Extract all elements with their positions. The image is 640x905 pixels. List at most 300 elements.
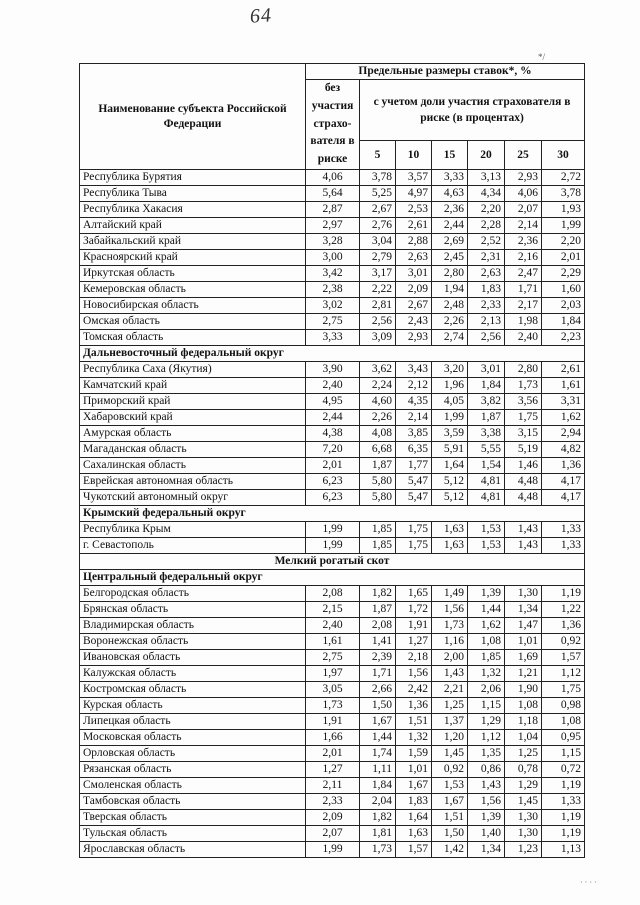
- rate-with-share-cell: 1,43: [468, 778, 505, 794]
- rate-without-share-cell: 2,44: [306, 410, 360, 426]
- rate-with-share-cell: 1,39: [468, 586, 505, 602]
- rate-with-share-cell: 1,11: [360, 762, 396, 778]
- livestock-category-title: Мелкий рогатый скот: [80, 554, 585, 570]
- rate-with-share-cell: 1,41: [360, 634, 396, 650]
- rate-without-share-cell: 2,87: [306, 202, 360, 218]
- region-name-cell: Красноярский край: [80, 250, 306, 266]
- rate-with-share-cell: 1,54: [468, 458, 505, 474]
- without-share-header: без участия страхо-вателя в риске: [306, 80, 360, 170]
- rate-with-share-cell: 1,12: [542, 666, 585, 682]
- rate-without-share-cell: 1,99: [306, 842, 360, 858]
- rate-with-share-cell: 2,14: [505, 218, 542, 234]
- rate-with-share-cell: 1,43: [505, 538, 542, 554]
- table-row: [80, 266, 585, 282]
- rate-with-share-cell: 0,98: [542, 698, 585, 714]
- rate-with-share-cell: 4,17: [542, 474, 585, 490]
- rate-with-share-cell: 1,13: [542, 842, 585, 858]
- rate-with-share-cell: 2,20: [542, 234, 585, 250]
- rate-without-share-cell: 4,95: [306, 394, 360, 410]
- rate-with-share-cell: 1,56: [432, 602, 468, 618]
- rate-with-share-cell: 2,06: [468, 682, 505, 698]
- rate-with-share-cell: 1,43: [432, 666, 468, 682]
- table-row: [80, 810, 585, 826]
- rate-with-share-cell: 1,71: [505, 282, 542, 298]
- rate-with-share-cell: 2,53: [396, 202, 432, 218]
- rate-with-share-cell: 1,37: [432, 714, 468, 730]
- region-name-cell: Брянская область: [80, 602, 306, 618]
- rate-with-share-cell: 2,39: [360, 650, 396, 666]
- rate-with-share-cell: 4,34: [468, 186, 505, 202]
- rate-with-share-cell: 3,78: [360, 170, 396, 186]
- rate-without-share-cell: 4,06: [306, 170, 360, 186]
- rate-with-share-cell: 1,72: [396, 602, 432, 618]
- rate-with-share-cell: 2,13: [468, 314, 505, 330]
- rate-with-share-cell: 1,30: [505, 586, 542, 602]
- rate-without-share-cell: 3,42: [306, 266, 360, 282]
- rate-with-share-cell: 1,74: [360, 746, 396, 762]
- rate-with-share-cell: 1,30: [505, 810, 542, 826]
- rate-without-share-cell: 2,40: [306, 378, 360, 394]
- region-name-cell: Липецкая область: [80, 714, 306, 730]
- rate-with-share-cell: 2,31: [468, 250, 505, 266]
- rate-without-share-cell: 1,91: [306, 714, 360, 730]
- rate-with-share-cell: 3,85: [396, 426, 432, 442]
- rate-with-share-cell: 1,62: [468, 618, 505, 634]
- rate-with-share-cell: 1,83: [396, 794, 432, 810]
- rate-without-share-cell: 2,07: [306, 826, 360, 842]
- rate-with-share-cell: 1,81: [360, 826, 396, 842]
- rate-with-share-cell: 1,50: [360, 698, 396, 714]
- table-header: [80, 64, 585, 170]
- rate-with-share-cell: 2,36: [505, 234, 542, 250]
- table-row: [80, 602, 585, 618]
- rate-with-share-cell: 1,56: [468, 794, 505, 810]
- region-name-cell: Смоленская область: [80, 778, 306, 794]
- region-name-cell: Московская область: [80, 730, 306, 746]
- rate-with-share-cell: 3,20: [432, 362, 468, 378]
- percent-header: 15: [432, 141, 468, 170]
- with-share-header: с учетом доли участия страхователя в риске (в процентах): [360, 80, 585, 141]
- table-row: [80, 746, 585, 762]
- table-row: [80, 234, 585, 250]
- rate-without-share-cell: 2,75: [306, 650, 360, 666]
- rate-with-share-cell: 1,39: [468, 810, 505, 826]
- rate-with-share-cell: 1,34: [505, 602, 542, 618]
- rate-with-share-cell: 1,85: [360, 522, 396, 538]
- rate-with-share-cell: 1,42: [432, 842, 468, 858]
- rate-with-share-cell: 1,73: [432, 618, 468, 634]
- rate-with-share-cell: 1,44: [360, 730, 396, 746]
- category-row: [80, 554, 585, 570]
- rate-without-share-cell: 3,02: [306, 298, 360, 314]
- rate-with-share-cell: 1,77: [396, 458, 432, 474]
- rate-with-share-cell: 2,00: [432, 650, 468, 666]
- rate-with-share-cell: 1,32: [396, 730, 432, 746]
- rate-without-share-cell: 4,38: [306, 426, 360, 442]
- rate-with-share-cell: 4,17: [542, 490, 585, 506]
- rate-with-share-cell: 1,46: [505, 458, 542, 474]
- rate-with-share-cell: 1,56: [396, 666, 432, 682]
- region-name-cell: Хабаровский край: [80, 410, 306, 426]
- federal-district-title: Центральный федеральный округ: [80, 570, 585, 586]
- rate-with-share-cell: 1,63: [432, 538, 468, 554]
- rate-with-share-cell: 1,08: [505, 698, 542, 714]
- rate-with-share-cell: 1,63: [396, 826, 432, 842]
- table-row: [80, 218, 585, 234]
- region-name-cell: Еврейская автономная область: [80, 474, 306, 490]
- federal-district-title: Дальневосточный федеральный округ: [80, 346, 585, 362]
- rate-with-share-cell: 3,04: [360, 234, 396, 250]
- rate-without-share-cell: 5,64: [306, 186, 360, 202]
- rate-with-share-cell: 0,78: [505, 762, 542, 778]
- rate-with-share-cell: 1,01: [505, 634, 542, 650]
- rate-with-share-cell: 1,50: [432, 826, 468, 842]
- rate-without-share-cell: 3,05: [306, 682, 360, 698]
- rate-with-share-cell: 1,15: [468, 698, 505, 714]
- region-name-cell: Чукотский автономный округ: [80, 490, 306, 506]
- rate-with-share-cell: 2,48: [432, 298, 468, 314]
- rate-with-share-cell: 1,75: [542, 682, 585, 698]
- region-name-cell: Республика Крым: [80, 522, 306, 538]
- rate-with-share-cell: 5,12: [432, 474, 468, 490]
- rate-with-share-cell: 1,49: [432, 586, 468, 602]
- rate-with-share-cell: 6,35: [396, 442, 432, 458]
- rate-with-share-cell: 2,61: [542, 362, 585, 378]
- rate-with-share-cell: 1,19: [542, 826, 585, 842]
- rate-with-share-cell: 2,93: [505, 170, 542, 186]
- rate-with-share-cell: 5,80: [360, 490, 396, 506]
- rate-with-share-cell: 2,28: [468, 218, 505, 234]
- table-row: [80, 410, 585, 426]
- rate-with-share-cell: 1,59: [396, 746, 432, 762]
- rate-with-share-cell: 1,19: [542, 586, 585, 602]
- region-name-cell: Республика Хакасия: [80, 202, 306, 218]
- rate-without-share-cell: 1,27: [306, 762, 360, 778]
- rate-with-share-cell: 4,05: [432, 394, 468, 410]
- rate-with-share-cell: 1,98: [505, 314, 542, 330]
- rate-with-share-cell: 1,60: [542, 282, 585, 298]
- rate-with-share-cell: 2,80: [505, 362, 542, 378]
- rate-with-share-cell: 1,69: [505, 650, 542, 666]
- table-row: [80, 378, 585, 394]
- rate-with-share-cell: 1,33: [542, 538, 585, 554]
- region-name-cell: Республика Саха (Якутия): [80, 362, 306, 378]
- rate-with-share-cell: 2,04: [360, 794, 396, 810]
- region-name-cell: Костромская область: [80, 682, 306, 698]
- rate-with-share-cell: 2,23: [542, 330, 585, 346]
- table-row: [80, 282, 585, 298]
- rate-with-share-cell: 1,82: [360, 586, 396, 602]
- region-column-header: Наименование субъекта Российской Федерации: [80, 64, 306, 170]
- region-name-cell: Воронежская область: [80, 634, 306, 650]
- region-name-cell: Курская область: [80, 698, 306, 714]
- rate-with-share-cell: 2,33: [468, 298, 505, 314]
- rate-with-share-cell: 1,22: [542, 602, 585, 618]
- region-name-cell: Приморский край: [80, 394, 306, 410]
- rate-with-share-cell: 2,22: [360, 282, 396, 298]
- rate-with-share-cell: 1,75: [505, 410, 542, 426]
- rate-with-share-cell: 3,01: [468, 362, 505, 378]
- rate-with-share-cell: 1,64: [396, 810, 432, 826]
- rate-with-share-cell: 2,94: [542, 426, 585, 442]
- region-name-cell: Алтайский край: [80, 218, 306, 234]
- table-body: [80, 170, 585, 858]
- region-name-cell: Рязанская область: [80, 762, 306, 778]
- rate-with-share-cell: 1,51: [432, 810, 468, 826]
- rate-with-share-cell: 0,92: [542, 634, 585, 650]
- rate-with-share-cell: 3,38: [468, 426, 505, 442]
- rate-with-share-cell: 5,55: [468, 442, 505, 458]
- rate-with-share-cell: 1,45: [432, 746, 468, 762]
- rate-with-share-cell: 1,90: [505, 682, 542, 698]
- rate-with-share-cell: 1,94: [432, 282, 468, 298]
- rate-with-share-cell: 1,53: [468, 522, 505, 538]
- rate-with-share-cell: 1,45: [505, 794, 542, 810]
- rate-with-share-cell: 1,21: [505, 666, 542, 682]
- rate-with-share-cell: 1,51: [396, 714, 432, 730]
- table-row: [80, 522, 585, 538]
- rate-with-share-cell: 1,18: [505, 714, 542, 730]
- rate-with-share-cell: 1,73: [505, 378, 542, 394]
- rate-with-share-cell: 1,65: [396, 586, 432, 602]
- rate-with-share-cell: 2,21: [432, 682, 468, 698]
- rate-with-share-cell: 0,72: [542, 762, 585, 778]
- rate-with-share-cell: 3,43: [396, 362, 432, 378]
- federal-district-title: Крымский федеральный округ: [80, 506, 585, 522]
- table-row: [80, 458, 585, 474]
- table-row: [80, 778, 585, 794]
- rate-with-share-cell: 0,92: [432, 762, 468, 778]
- rate-with-share-cell: 1,67: [396, 778, 432, 794]
- region-name-cell: Тульская область: [80, 826, 306, 842]
- rate-with-share-cell: 2,44: [432, 218, 468, 234]
- rate-with-share-cell: 1,61: [542, 378, 585, 394]
- rate-with-share-cell: 1,83: [468, 282, 505, 298]
- region-name-cell: Калужская область: [80, 666, 306, 682]
- rate-with-share-cell: 2,03: [542, 298, 585, 314]
- rate-with-share-cell: 2,26: [360, 410, 396, 426]
- corner-mark: */: [538, 52, 546, 62]
- rates-title-header: Предельные размеры ставок*, %: [306, 64, 585, 80]
- table-row: [80, 634, 585, 650]
- table-row: [80, 826, 585, 842]
- rate-with-share-cell: 2,63: [396, 250, 432, 266]
- rate-without-share-cell: 2,75: [306, 314, 360, 330]
- page-number: 64: [249, 4, 273, 28]
- region-name-cell: Орловская область: [80, 746, 306, 762]
- rate-with-share-cell: 4,81: [468, 490, 505, 506]
- rate-with-share-cell: 1,36: [542, 458, 585, 474]
- rate-without-share-cell: 1,73: [306, 698, 360, 714]
- rate-with-share-cell: 1,84: [360, 778, 396, 794]
- rate-with-share-cell: 4,63: [432, 186, 468, 202]
- table-row: [80, 794, 585, 810]
- region-name-cell: Омская область: [80, 314, 306, 330]
- rate-with-share-cell: 1,63: [432, 522, 468, 538]
- rate-with-share-cell: 5,25: [360, 186, 396, 202]
- rate-with-share-cell: 4,48: [505, 474, 542, 490]
- table-row: [80, 762, 585, 778]
- rate-with-share-cell: 3,31: [542, 394, 585, 410]
- rate-with-share-cell: 1,84: [542, 314, 585, 330]
- rate-with-share-cell: 1,67: [360, 714, 396, 730]
- rate-without-share-cell: 1,61: [306, 634, 360, 650]
- rate-with-share-cell: 2,14: [396, 410, 432, 426]
- rate-with-share-cell: 2,12: [396, 378, 432, 394]
- region-name-cell: Республика Бурятия: [80, 170, 306, 186]
- rate-with-share-cell: 5,80: [360, 474, 396, 490]
- rate-with-share-cell: 2,93: [396, 330, 432, 346]
- rate-with-share-cell: 5,19: [505, 442, 542, 458]
- rate-with-share-cell: 1,75: [396, 538, 432, 554]
- region-name-cell: Белгородская область: [80, 586, 306, 602]
- rate-with-share-cell: 1,99: [432, 410, 468, 426]
- rate-with-share-cell: 2,08: [360, 618, 396, 634]
- table-row: [80, 474, 585, 490]
- rate-without-share-cell: 7,20: [306, 442, 360, 458]
- rate-with-share-cell: 1,84: [468, 378, 505, 394]
- rate-with-share-cell: 0,86: [468, 762, 505, 778]
- region-name-cell: Магаданская область: [80, 442, 306, 458]
- percent-header: 10: [396, 141, 432, 170]
- table-row: [80, 314, 585, 330]
- rate-with-share-cell: 1,40: [468, 826, 505, 842]
- region-name-cell: Томская область: [80, 330, 306, 346]
- rate-with-share-cell: 1,71: [360, 666, 396, 682]
- table-row: [80, 730, 585, 746]
- rate-with-share-cell: 1,15: [542, 746, 585, 762]
- rate-with-share-cell: 1,82: [360, 810, 396, 826]
- rate-with-share-cell: 2,80: [432, 266, 468, 282]
- region-name-cell: Забайкальский край: [80, 234, 306, 250]
- rate-with-share-cell: 2,16: [505, 250, 542, 266]
- rate-with-share-cell: 1,20: [432, 730, 468, 746]
- rate-without-share-cell: 2,15: [306, 602, 360, 618]
- rate-with-share-cell: 4,08: [360, 426, 396, 442]
- rate-with-share-cell: 1,16: [432, 634, 468, 650]
- rate-with-share-cell: 1,33: [542, 794, 585, 810]
- rate-with-share-cell: 2,67: [396, 298, 432, 314]
- region-name-cell: Новосибирская область: [80, 298, 306, 314]
- table-row: [80, 362, 585, 378]
- rate-with-share-cell: 1,33: [542, 522, 585, 538]
- table-row: [80, 842, 585, 858]
- rate-with-share-cell: 4,97: [396, 186, 432, 202]
- table-row: [80, 330, 585, 346]
- rate-with-share-cell: 2,24: [360, 378, 396, 394]
- rate-without-share-cell: 1,97: [306, 666, 360, 682]
- section-row: [80, 570, 585, 586]
- table-row: [80, 394, 585, 410]
- percent-header: 20: [468, 141, 505, 170]
- rate-with-share-cell: 1,27: [396, 634, 432, 650]
- rate-with-share-cell: 2,26: [432, 314, 468, 330]
- table-row: [80, 442, 585, 458]
- rate-without-share-cell: 3,90: [306, 362, 360, 378]
- rate-without-share-cell: 1,99: [306, 522, 360, 538]
- rate-with-share-cell: 2,69: [432, 234, 468, 250]
- rate-without-share-cell: 2,33: [306, 794, 360, 810]
- rate-with-share-cell: 4,60: [360, 394, 396, 410]
- rate-with-share-cell: 2,56: [360, 314, 396, 330]
- table-row: [80, 298, 585, 314]
- percent-header: 5: [360, 141, 396, 170]
- rate-with-share-cell: 4,06: [505, 186, 542, 202]
- rate-with-share-cell: 2,67: [360, 202, 396, 218]
- rate-with-share-cell: 2,52: [468, 234, 505, 250]
- rate-with-share-cell: 2,09: [396, 282, 432, 298]
- rate-with-share-cell: 1,44: [468, 602, 505, 618]
- rate-with-share-cell: 2,18: [396, 650, 432, 666]
- region-name-cell: Тверская область: [80, 810, 306, 826]
- table-row: [80, 538, 585, 554]
- rate-with-share-cell: 2,29: [542, 266, 585, 282]
- table-row: [80, 666, 585, 682]
- rate-without-share-cell: 1,66: [306, 730, 360, 746]
- rate-with-share-cell: 3,13: [468, 170, 505, 186]
- rate-with-share-cell: 1,87: [360, 458, 396, 474]
- region-name-cell: Ивановская область: [80, 650, 306, 666]
- table-row: [80, 682, 585, 698]
- rate-with-share-cell: 1,87: [360, 602, 396, 618]
- region-name-cell: Сахалинская область: [80, 458, 306, 474]
- rate-with-share-cell: 1,08: [468, 634, 505, 650]
- rate-without-share-cell: 2,01: [306, 746, 360, 762]
- region-name-cell: Республика Тыва: [80, 186, 306, 202]
- rate-with-share-cell: 1,64: [432, 458, 468, 474]
- rate-with-share-cell: 5,47: [396, 474, 432, 490]
- rate-with-share-cell: 3,59: [432, 426, 468, 442]
- rate-with-share-cell: 1,30: [505, 826, 542, 842]
- table-row: [80, 250, 585, 266]
- rate-with-share-cell: 3,62: [360, 362, 396, 378]
- rate-without-share-cell: 2,08: [306, 586, 360, 602]
- rate-with-share-cell: 1,73: [360, 842, 396, 858]
- rate-with-share-cell: 1,04: [505, 730, 542, 746]
- rate-with-share-cell: 3,15: [505, 426, 542, 442]
- percent-header: 25: [505, 141, 542, 170]
- table-row: [80, 618, 585, 634]
- region-name-cell: Ярославская область: [80, 842, 306, 858]
- rate-without-share-cell: 1,99: [306, 538, 360, 554]
- table-row: [80, 490, 585, 506]
- region-name-cell: Амурская область: [80, 426, 306, 442]
- rate-with-share-cell: 2,07: [505, 202, 542, 218]
- rate-with-share-cell: 2,81: [360, 298, 396, 314]
- rate-with-share-cell: 1,25: [432, 698, 468, 714]
- rate-without-share-cell: 3,00: [306, 250, 360, 266]
- rate-with-share-cell: 2,66: [360, 682, 396, 698]
- rate-with-share-cell: 2,17: [505, 298, 542, 314]
- rate-with-share-cell: 5,47: [396, 490, 432, 506]
- rate-with-share-cell: 1,19: [542, 778, 585, 794]
- rate-with-share-cell: 3,57: [396, 170, 432, 186]
- rate-with-share-cell: 1,67: [432, 794, 468, 810]
- rate-with-share-cell: 2,76: [360, 218, 396, 234]
- rate-with-share-cell: 5,91: [432, 442, 468, 458]
- table-row: [80, 650, 585, 666]
- rate-with-share-cell: 3,56: [505, 394, 542, 410]
- rate-with-share-cell: 1,36: [396, 698, 432, 714]
- rate-with-share-cell: 3,82: [468, 394, 505, 410]
- rate-with-share-cell: 1,35: [468, 746, 505, 762]
- rate-with-share-cell: 1,36: [542, 618, 585, 634]
- region-name-cell: Тамбовская область: [80, 794, 306, 810]
- rate-with-share-cell: 1,01: [396, 762, 432, 778]
- rate-with-share-cell: 2,42: [396, 682, 432, 698]
- rate-with-share-cell: 1,34: [468, 842, 505, 858]
- rate-with-share-cell: 1,08: [542, 714, 585, 730]
